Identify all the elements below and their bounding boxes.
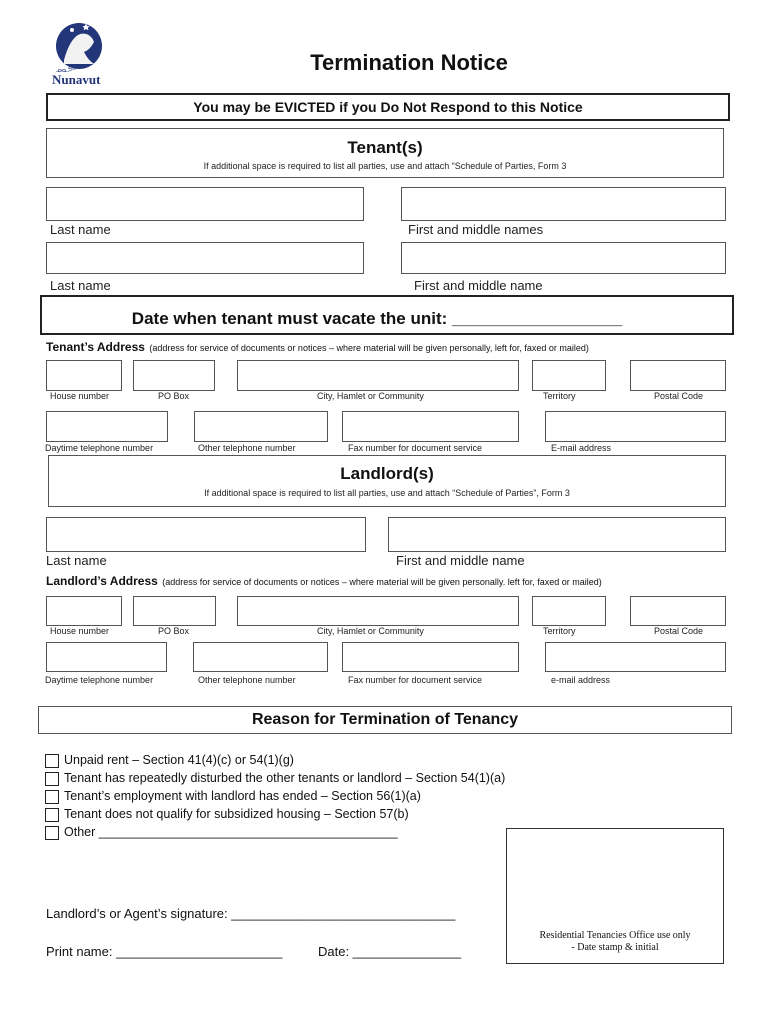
tenant-territory-field[interactable]: [532, 360, 606, 391]
tenant-address-heading: Tenant’s Address: [46, 340, 145, 354]
landlord-territory-label: Territory: [543, 626, 576, 636]
tenant-first-name-2-label: First and middle name: [414, 278, 543, 293]
landlord-postal-code-field[interactable]: [630, 596, 726, 626]
landlord-fax-label: Fax number for document service: [348, 675, 483, 685]
landlord-other-phone-label: Other telephone number: [198, 675, 296, 685]
reason-checkbox-subsidized-housing[interactable]: [45, 808, 59, 822]
landlords-heading: Landlord(s): [340, 464, 434, 483]
landlord-address-note: (address for service of documents or notices – where material will be given personally. left for, faxed or mailed): [162, 577, 602, 587]
tenant-daytime-phone-field[interactable]: [46, 411, 168, 442]
landlord-fax-field[interactable]: [342, 642, 519, 672]
office-use-line1: Residential Tenancies Office use only: [539, 930, 691, 941]
tenant-last-name-1-label: Last name: [50, 222, 111, 237]
logo-text: Nunavut: [52, 72, 101, 87]
tenant-daytime-phone-label: Daytime telephone number: [45, 443, 154, 453]
landlord-other-phone-field[interactable]: [193, 642, 328, 672]
tenant-postal-code-field[interactable]: [630, 360, 726, 391]
landlord-city-field[interactable]: [237, 596, 519, 626]
tenant-territory-label: Territory: [543, 391, 576, 401]
tenants-heading: Tenant(s): [347, 138, 423, 157]
landlord-daytime-phone-label: Daytime telephone number: [45, 675, 154, 685]
landlord-first-name-label: First and middle name: [396, 553, 525, 568]
reason-heading: Reason for Termination of Tenancy: [251, 711, 519, 728]
tenant-other-phone-label: Other telephone number: [198, 443, 296, 453]
eviction-warning: You may be EVICTED if you Do Not Respond to this Notice: [46, 93, 730, 121]
reason-item-disturbed: Tenant has repeatedly disturbed the other tenants or landlord – Section 54(1)(a): [64, 771, 506, 785]
landlord-po-box-field[interactable]: [133, 596, 216, 626]
tenant-fax-field[interactable]: [342, 411, 519, 442]
landlord-first-name-field[interactable]: [388, 517, 726, 552]
tenant-city-label: City, Hamlet or Community: [317, 391, 424, 401]
page-title: Termination Notice: [310, 50, 508, 75]
landlord-city-label: City, Hamlet or Community: [317, 626, 424, 636]
landlord-house-number-label: House number: [50, 626, 110, 636]
office-use-stamp-box: [506, 828, 724, 964]
tenant-first-name-1-label: First and middle names: [408, 222, 544, 237]
tenant-first-name-2-field[interactable]: [401, 242, 726, 274]
tenant-first-name-1-field[interactable]: [401, 187, 726, 221]
tenant-city-field[interactable]: [237, 360, 519, 391]
nunavut-logo: [50, 20, 108, 86]
landlord-address-heading-row: [46, 572, 602, 590]
vacate-date-label: Date when tenant must vacate the unit: __________________: [131, 309, 623, 328]
reason-item-employment-ended: Tenant’s employment with landlord has ended – Section 56(1)(a): [64, 789, 421, 803]
landlord-address-heading: Landlord’s Address: [46, 574, 158, 588]
reason-checkbox-disturbed[interactable]: [45, 772, 59, 786]
reason-item-unpaid-rent: Unpaid rent – Section 41(4)(c) or 54(1)(g): [64, 753, 294, 767]
landlords-note: If additional space is required to list all parties, use and attach “Schedule of Parties”, Form 3: [204, 488, 570, 498]
reason-checkbox-unpaid-rent[interactable]: [45, 754, 59, 768]
tenant-address-heading-row: [46, 338, 589, 356]
landlord-last-name-field[interactable]: [46, 517, 366, 552]
inukshuk-emblem-icon: [50, 20, 108, 70]
reason-item-subsidized-housing: Tenant does not qualify for subsidized housing – Section 57(b): [64, 807, 409, 821]
reason-item-other: Other ___________________________________________: [64, 825, 398, 839]
tenant-last-name-2-label: Last name: [50, 278, 111, 293]
landlords-header: [48, 455, 726, 507]
reason-checkbox-employment-ended[interactable]: [45, 790, 59, 804]
tenants-header: [46, 128, 724, 178]
tenant-house-number-field[interactable]: [46, 360, 122, 391]
tenants-note: If additional space is required to list all parties, use and attach “Schedule of Parties, Form 3: [203, 161, 567, 171]
landlord-postal-code-label: Postal Code: [654, 626, 704, 636]
tenant-house-number-label: House number: [50, 391, 110, 401]
landlord-signature-line[interactable]: Landlord’s or Agent’s signature: _______________________________: [46, 906, 456, 921]
logo-syllabics: ᓄᓇᕗᑦ: [56, 66, 77, 74]
reason-header: [38, 706, 732, 734]
tenant-last-name-1-field[interactable]: [46, 187, 364, 221]
tenant-email-field[interactable]: [545, 411, 726, 442]
tenant-po-box-field[interactable]: [133, 360, 215, 391]
tenant-fax-label: Fax number for document service: [348, 443, 483, 453]
print-name-line[interactable]: Print name: _______________________: [46, 944, 283, 959]
landlord-territory-field[interactable]: [532, 596, 606, 626]
tenant-address-note: (address for service of documents or notices – where material will be given personally, left for, faxed or mailed): [149, 343, 589, 353]
tenant-postal-code-label: Postal Code: [654, 391, 704, 401]
reason-checkbox-other[interactable]: [45, 826, 59, 840]
date-line[interactable]: Date: _______________: [318, 944, 462, 959]
landlord-last-name-label: Last name: [46, 553, 107, 568]
vacate-date-box[interactable]: [40, 295, 734, 335]
tenant-other-phone-field[interactable]: [194, 411, 328, 442]
landlord-po-box-label: PO Box: [158, 626, 190, 636]
tenant-po-box-label: PO Box: [158, 391, 190, 401]
landlord-email-label: e-mail address: [551, 675, 611, 685]
tenant-email-label: E-mail address: [551, 443, 612, 453]
landlord-email-field[interactable]: [545, 642, 726, 672]
landlord-daytime-phone-field[interactable]: [46, 642, 167, 672]
office-use-line2: - Date stamp & initial: [571, 942, 659, 953]
landlord-house-number-field[interactable]: [46, 596, 122, 626]
tenant-last-name-2-field[interactable]: [46, 242, 364, 274]
